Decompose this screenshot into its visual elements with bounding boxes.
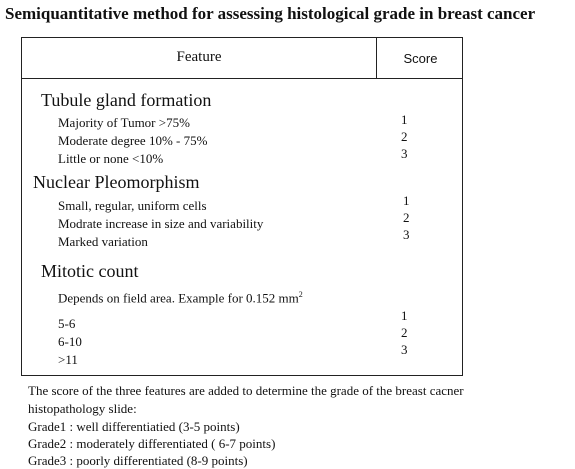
page-title: Semiquantitative method for assessing histological grade in breast cancer — [5, 4, 536, 23]
grade-3-line: Grade3 : poorly differentiated (8-9 points) — [28, 453, 248, 468]
table-header-row — [22, 38, 462, 79]
tubule-item-1: Majority of Tumor >75% — [58, 115, 190, 130]
grading-table — [21, 37, 463, 376]
score-column-header: Score — [403, 51, 438, 66]
tubule-item-2: Moderate degree 10% - 75% — [58, 133, 208, 148]
nuclear-score-3: 3 — [403, 227, 410, 242]
mitotic-score-1: 1 — [401, 308, 408, 323]
mitotic-item-2: 6-10 — [58, 334, 82, 349]
nuclear-item-1: Small, regular, uniform cells — [58, 198, 207, 213]
footer-text-line-1: The score of the three features are added to determine the grade of the breast cacner — [28, 383, 464, 398]
section-title-tubule: Tubule gland formation — [41, 90, 212, 110]
mitotic-item-1: 5-6 — [58, 316, 76, 331]
mitotic-item-3: >11 — [58, 352, 78, 367]
mitotic-note — [58, 290, 303, 306]
nuclear-score-1: 1 — [403, 193, 410, 208]
nuclear-item-2: Modrate increase in size and variability — [58, 216, 264, 231]
grade-2-line: Grade2 : moderately differentiated ( 6-7 points) — [28, 436, 276, 451]
nuclear-item-3: Marked variation — [58, 234, 148, 249]
mitotic-score-3: 3 — [401, 342, 408, 357]
footer-text-line-2: histopathology slide: — [28, 401, 137, 416]
tubule-score-1: 1 — [401, 112, 408, 127]
section-title-nuclear: Nuclear Pleomorphism — [33, 172, 200, 192]
mitotic-note-text: Depends on field area. Example for 0.152 mm — [58, 290, 299, 306]
nuclear-score-2: 2 — [403, 210, 410, 225]
feature-column-header: Feature — [176, 49, 222, 65]
tubule-score-3: 3 — [401, 146, 408, 161]
tubule-score-2: 2 — [401, 129, 408, 144]
section-title-mitotic: Mitotic count — [41, 261, 139, 281]
grade-1-line: Grade1 : well differentiatied (3-5 points) — [28, 419, 240, 434]
mitotic-note-sup: 2 — [298, 290, 303, 299]
tubule-item-3: Little or none <10% — [58, 151, 164, 166]
mitotic-score-2: 2 — [401, 325, 408, 340]
